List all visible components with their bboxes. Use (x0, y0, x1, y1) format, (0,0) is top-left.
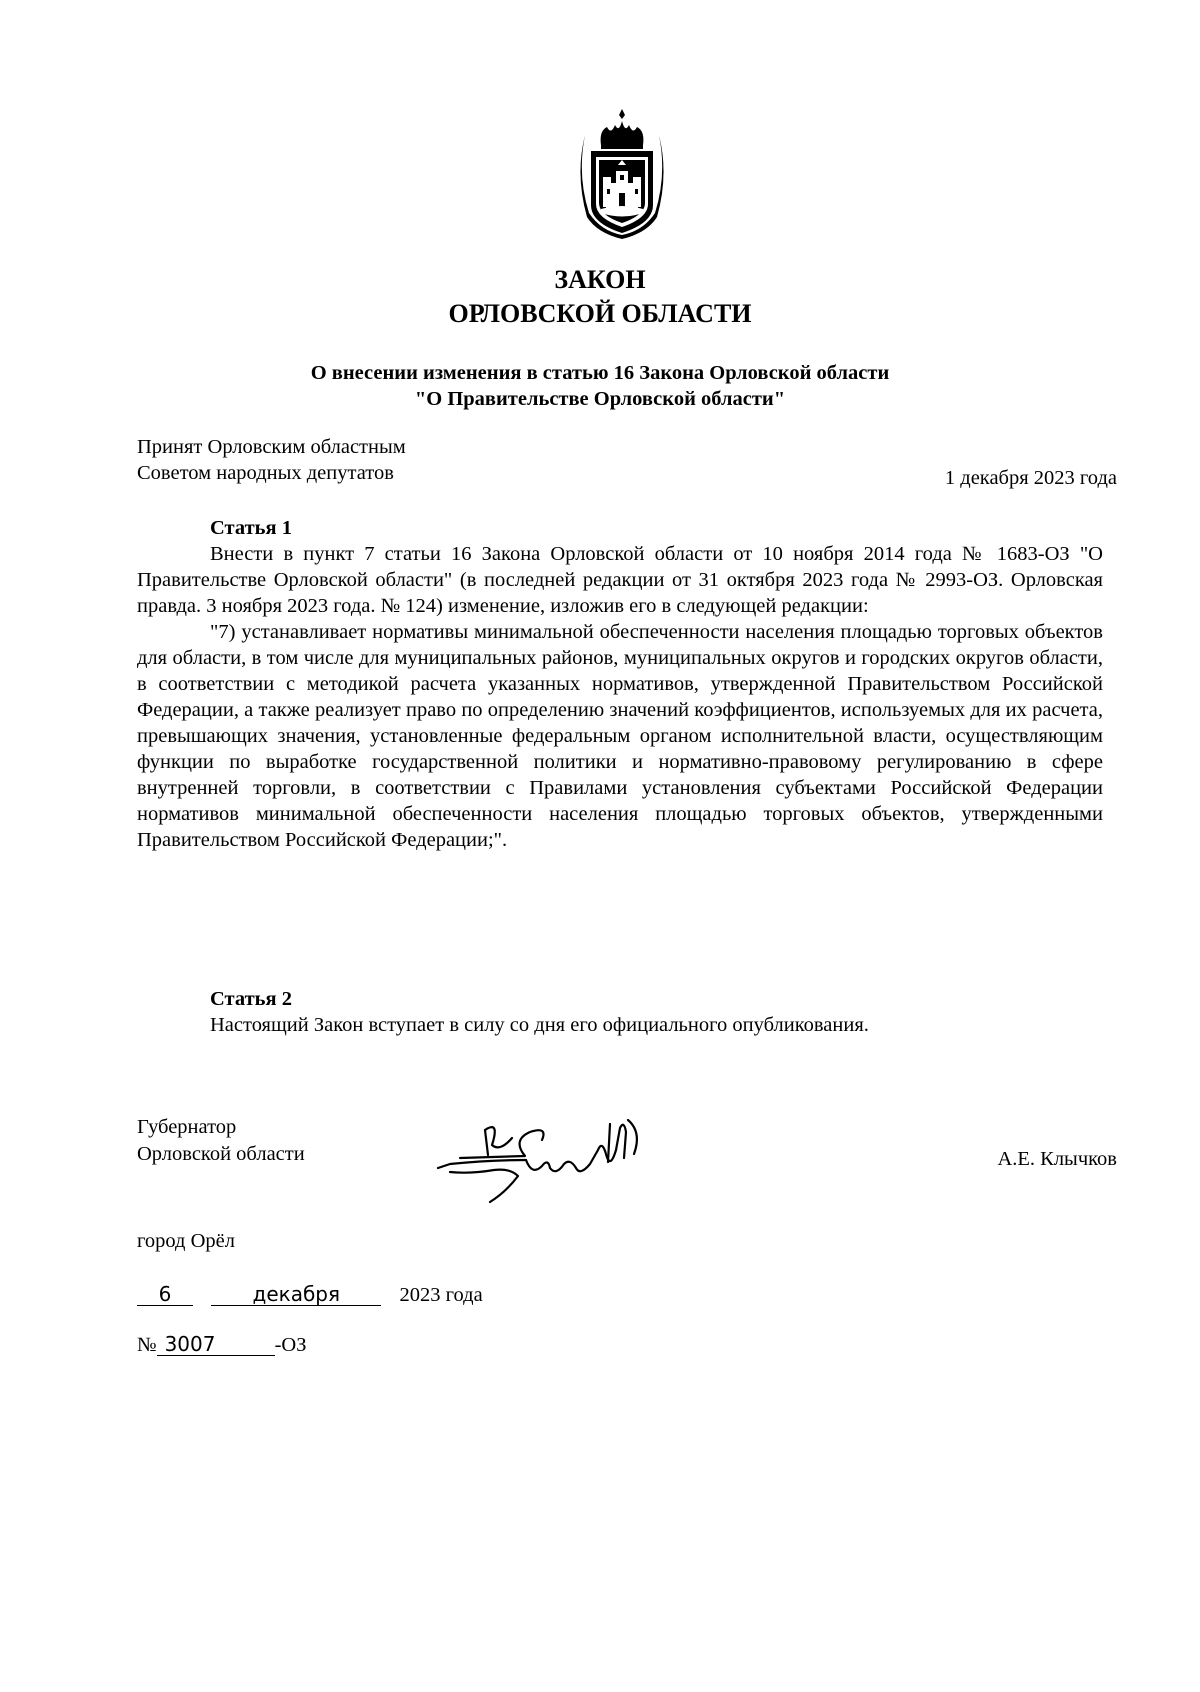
article2-paragraph: Настоящий Закон вступает в силу со дня его официального опубликования. (210, 1014, 869, 1036)
orel-region-coat-of-arms-icon (571, 105, 673, 245)
law-number-suffix: -ОЗ (274, 1334, 307, 1356)
document-title-line2: ОРЛОВСКОЙ ОБЛАСТИ (448, 299, 752, 328)
document-subtitle-line1: О внесении изменения в статью 16 Закона Орловской области (310, 362, 890, 384)
article2-body (137, 1012, 1103, 1038)
document-subtitle-line2: "О Правительстве Орловской области" (414, 388, 786, 410)
date-month: декабря (211, 1283, 381, 1306)
date-day: 6 (137, 1283, 193, 1306)
handwritten-signature (430, 1110, 660, 1210)
signatory-position-line2: Орловской области (137, 1143, 305, 1165)
article1-body (137, 541, 1103, 853)
number-sign: № (137, 1334, 157, 1356)
signatory-name: А.Е. Клычков (997, 1148, 1117, 1170)
adoption-line2: Советом народных депутатов (137, 462, 394, 484)
city: город Орёл (137, 1230, 235, 1252)
article1-heading: Статья 1 (210, 517, 292, 539)
law-number-field (137, 1332, 306, 1358)
article2-heading: Статья 2 (210, 988, 292, 1010)
signatory-position-line1: Губернатор (137, 1116, 237, 1138)
adoption-date: 1 декабря 2023 года (944, 467, 1117, 489)
law-number: 3007 (157, 1333, 275, 1356)
article1-paragraph1: Внести в пункт 7 статьи 16 Закона Орловской области от 10 ноября 2014 года № 1683-ОЗ "О Правительстве Орловской области" (в последней редакции от 31 октября 2023 года № 2993-ОЗ. Орловская правда. 3 ноября 2023 года. № 124) изменение, изложив его в следующей редакции: (137, 543, 1103, 617)
document-title-line1: ЗАКОН (554, 265, 646, 294)
date-year: 2023 года (399, 1284, 483, 1306)
signing-date-field (137, 1282, 483, 1308)
article1-paragraph2: "7) устанавливает нормативы минимальной обеспеченности населения площадью торговых объектов для области, в том числе для муниципальных районов, муниципальных округов и городских округов области, в соответствии с методикой расчета указанных нормативов, утвержденной Правительством Российской Федерации, а также реализует право по определению значений коэффициентов, используемых для их расчета, превышающих значения, установленные федеральным органом исполнительной власти, осуществляющим функции по выработке государственной политики и нормативно-правовому регулированию в сфере внутренней торговли, в соответствии с Правилами установления субъектами Российской Федерации нормативов минимальной обеспеченности населения площадью торговых объектов, утвержденными Правительством Российской Федерации;". (137, 621, 1103, 851)
adoption-line1: Принят Орловским областным (137, 436, 406, 458)
